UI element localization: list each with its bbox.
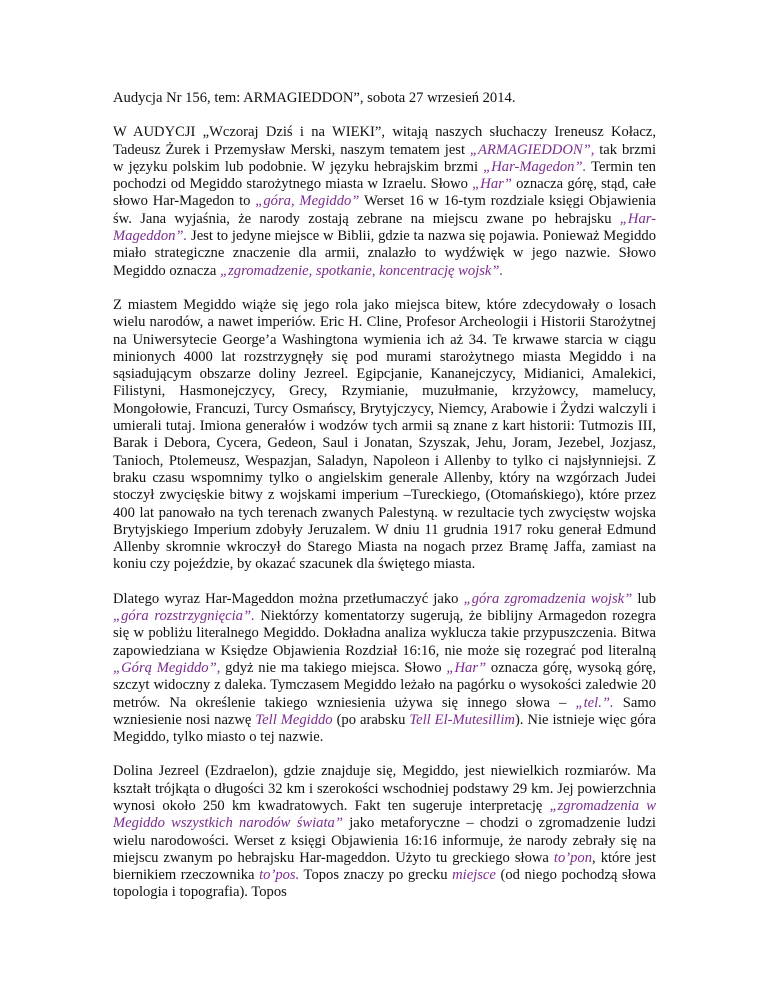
highlight-to-pon: to’pon	[553, 849, 593, 866]
text-run: oznacza górę, wysoką górę, szczyt widoczny z daleka. Tymczasem Megiddo leżało na pagórku o wysokości zaledwie 20 metrów. Na określenie takiego wzniesienia używa się innego słowa –	[113, 659, 656, 711]
text-run: oznacza górę, stąd, całe słowo Har-Magedon to	[113, 176, 656, 210]
text-run: Niektórzy komentatorzy sugerują, że biblijny Armagedon rozegra się w pobliżu literalnego Megiddo. Dokładna analiza wyklucza takie przypuszczenia. Bitwa zapowiedziana w Księdze Objawienia Rozdział 16:16, nie może się rozegrać pod literalną	[113, 608, 656, 659]
paragraph-jezreel	[113, 763, 656, 901]
text-run: Dolina Jezreel (Ezdraelon), gdzie znajduje się, Megiddo, jest niewielkich rozmiarów. Ma kształt trójkąta o długości 32 km i szerokości wschodniej podstawy 29 km. Jej powierzchnia wynosi około 250 km kwadratowych. Fakt ten sugeruje interpretację	[113, 763, 656, 814]
highlight-zgromadzenie: „zgromadzenie, spotkanie, koncentrację wojsk”.	[219, 262, 504, 279]
text-run: W AUDYCJI „Wczoraj Dziś i na WIEKI”, witają naszych słuchaczy Ireneusz Kołacz, Tadeusz Żurek i Przemysław Merski, naszym tematem jest	[113, 124, 656, 158]
text-run: (od niego pochodzą słowa topologia i topografia). Topos	[113, 867, 657, 901]
text-run: Dlatego wyraz Har-Mageddon można przetłumaczyć jako	[113, 590, 464, 607]
highlight-tell-megiddo: Tell Megiddo	[255, 711, 333, 728]
text-run: Werset 16 w 16-tym rozdziale księgi Objawienia św. Jana wyjaśnia, że narody zostają zebrane na miejscu zwane po hebrajsku	[113, 193, 656, 227]
highlight-har-mageddon: „Har-Mageddon”.	[113, 210, 656, 245]
text-run: Jest to jedyne miejsce w Biblii, gdzie ta nazwa się pojawia. Ponieważ Megiddo miało strategiczne znaczenie dla armii, znalazło to wydźwięk w jego nazwie. Słowo Megiddo oznacza	[113, 228, 656, 279]
highlight-to-pos: to’pos.	[259, 867, 300, 884]
highlight-gora-megiddo: „góra, Megiddo”	[255, 193, 360, 210]
text-run: Samo wzniesienie nosi nazwę	[113, 694, 656, 728]
text-run: Topos znaczy po grecku	[299, 867, 453, 884]
text-run: Termin ten pochodzi od Megiddo starożytnego miasta w Izraelu. Słowo	[113, 158, 656, 193]
text-run: jako metaforyczne – chodzi o zgromadzenie ludzi wielu narodowości. Werset z księgi Objawienia 16:16 informuje, że narody zebrały się na miejscu zwanym po hebrajsku Har-mageddon. Użyto tu greckiego słowa	[113, 815, 656, 866]
highlight-har: „Har”	[472, 176, 512, 193]
paragraph-translation	[113, 591, 656, 747]
highlight-gora-rozstrzygniecia: „góra rozstrzygnięcia”.	[113, 608, 255, 625]
highlight-miejsce: miejsce	[452, 867, 496, 884]
text-run: , które jest biernikiem rzeczownika	[113, 849, 656, 884]
highlight-tell-el-mutesillim: Tell El-Mutesillim	[409, 711, 515, 728]
text-run: lub	[632, 590, 657, 607]
text-run: ). Nie istnieje więc góra Megiddo, tylko miasto o tej nazwie.	[113, 711, 657, 746]
paragraph-intro	[113, 124, 656, 280]
highlight-har-2: „Har”	[446, 659, 487, 676]
document-title: Audycja Nr 156, tem: ARMAGIEDDON”, sobota 27 wrzesień 2014.	[113, 90, 516, 106]
paragraph-battles: Z miastem Megiddo wiąże się jego rola jako miejsca bitew, które zdecydowały o losach wielu narodów, a nawet imperiów. Eric H. Cline, Profesor Archeologii i Historii Starożytnej na Uniwersytecie George’a Washingtona wymienia ich aż 34. Te krwawe starcia w ciągu minionych 4000 lat rozstrzygnęły się pod murami starożytnego miasta Megiddo i na sąsiadującym obszarze doliny Jezreel. Egipcjanie, Kananejczycy, Midianici, Amalekici, Filistyni, Hasmonejczycy, Grecy, Rzymianie, muzułmanie, krzyżowcy, mamelucy, Mongołowie, Francuzi, Turcy Osmańscy, Brytyjczycy, Niemcy, Arabowie i Żydzi walczyli i umierali tutaj. Imiona generałów i wodzów tych armii są znane z kart historii: Tutmozis III, Barak i Debora, Cycera, Gedeon, Saul i Jonatan, Szyszak, Jehu, Joram, Jezebel, Jozjasz, Tanioch, Ptolemeusz, Wespazjan, Saladyn, Napoleon i Allenby to tylko ci najsłynniejsi. Z braku czasu wspomnimy tylko o angielskim generale Allenby, który na wzgórzach Judei stoczył zwycięskie bitwy z wojskami imperium –Tureckiego, (Otomańskiego), które przez 400 lat panowało na tych terenach zwanych Palestyną. w rezultacie tych zwycięstw wojska Brytyjskiego Imperium zdobyły Jeruzalem. W dniu 11 grudnia 1917 roku generał Edmund Allenby skromnie wkroczył do Starego Miasta na nogach przez Bramę Jaffa, zamiast na koniu czy pojeździe, by okazać szacunek dla świętego miasta.	[113, 296, 656, 573]
highlight-armagieddon: „ARMAGIEDDON”,	[469, 141, 595, 158]
text-run: gdyż nie ma takiego miejsca. Słowo	[220, 659, 447, 676]
highlight-har-magedon: „Har-Magedon”.	[483, 158, 587, 175]
highlight-gora-megiddo-2: „Górą Megiddo”,	[113, 659, 221, 676]
document-page	[113, 90, 656, 919]
highlight-tel: „tel.”.	[575, 694, 614, 711]
highlight-gora-zgromadzenia: „góra zgromadzenia wojsk”	[463, 590, 633, 607]
highlight-zgromadzenia-narodow: „zgromadzenia w Megiddo wszystkich narodów świata”	[113, 797, 656, 832]
text-run: (po arabsku	[332, 711, 410, 728]
text-run: tak brzmi w języku polskim lub podobnie. W języku hebrajskim brzmi	[113, 141, 656, 175]
